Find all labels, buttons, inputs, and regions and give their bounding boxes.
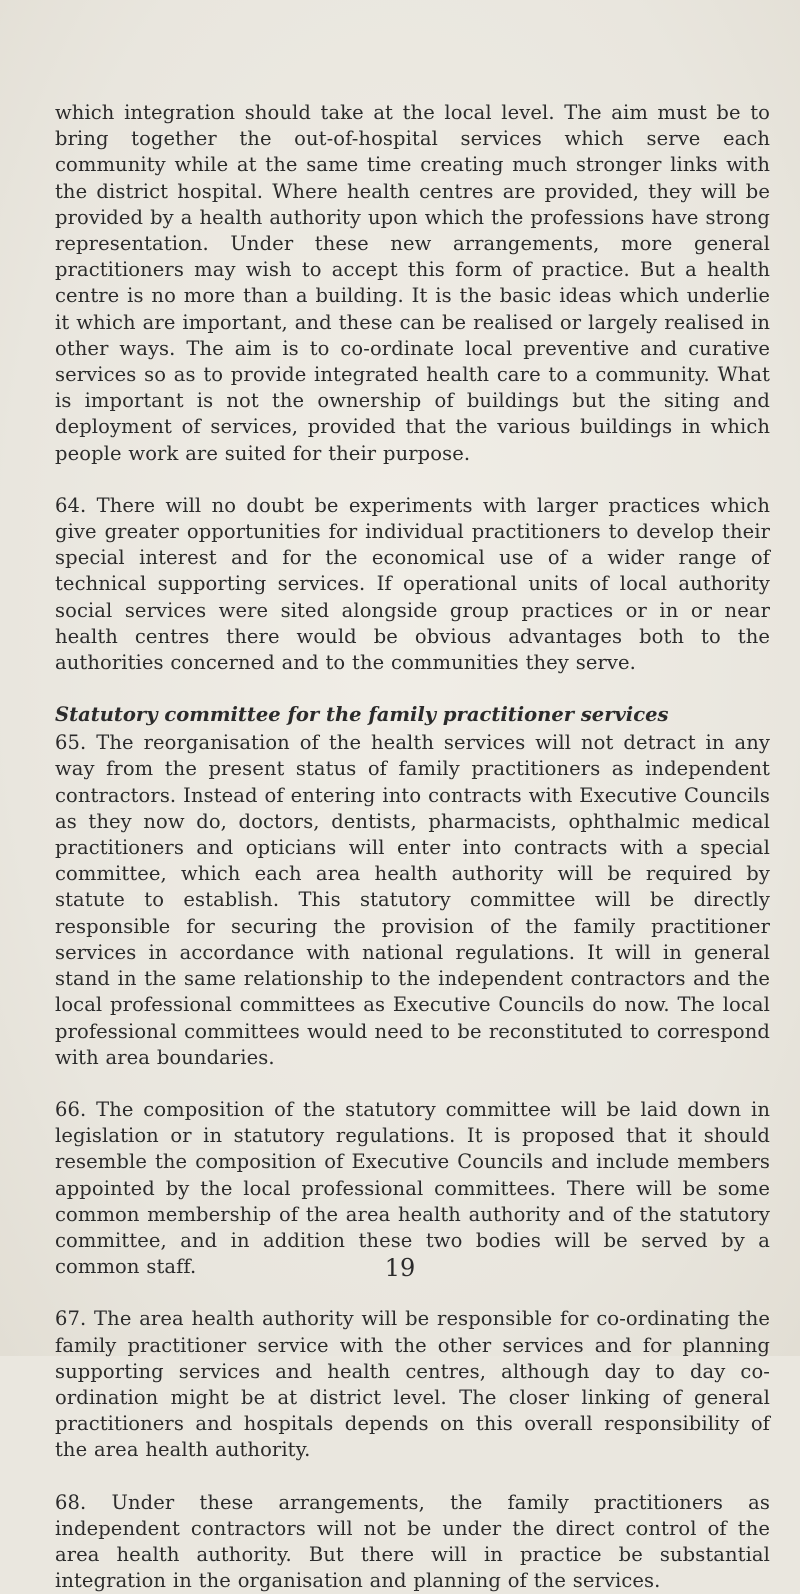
paragraph-64: 64. There will no doubt be experiments with larger practices which give greater opportunities for individual practitioners to develop their special interest and for the economical use of a wider range of technical supporting services. If operational units of local authority social services were sited alongside group practices or in or near health centres there would be obvious advantages both to the authorities concerned and to the communities they serve. [55, 493, 770, 675]
paragraph-continuation: which integration should take at the local level. The aim must be to bring together the out-of-hospital services which serve each community while at the same time creating much stronger links with the district hospital. Where health centres are provided, they will be provided by a health authority upon which the professions have strong representation. Under these new arrangements, more general practitioners may wish to accept this form of practice. But a health centre is no more than a building. It is the basic ideas which underlie it which are important, and these can be realised or largely realised in other ways. The aim is to co-ordinate local preventive and curative services so as to provide integrated health care to a community. What is important is not the ownership of buildings but the siting and deployment of services, provided that the various buildings in which people work are suited for their purpose. [55, 101, 770, 465]
paragraph-65: 65. The reorganisation of the health services will not detract in any way from the present status of family practitioners as independent contractors. Instead of entering into contracts with Executive Councils as they now do, doctors, dentists, pharmacists, ophthalmic medical practitioners and opticians will enter into contracts with a special committee, which each area health authority will be required by statute to establish. This statutory committee will be directly responsible for securing the provision of the family practitioner services in accordance with national regulations. It will in general stand in the same relationship to the independent contractors and the local professional committees as Executive Councils do now. The local professional committees would need to be reconstituted to correspond with area boundaries. [55, 731, 770, 1069]
paragraph-68: 68. Under these arrangements, the family practitioners as independent contractors will not be under the direct control of the area health authority. But there will in practice be substantial integration in the organisation and planning of the services. [55, 1490, 770, 1593]
paragraph-66: 66. The composition of the statutory committee will be laid down in legislation or in statutory regulations. It is proposed that it should resemble the composition of Executive Councils and include members appointed by the local professional committees. There will be some common membership of the area health authority and of the statutory committee, and in addition these two bodies will be served by a common staff. [55, 1097, 770, 1279]
page-number: 19 [384, 1254, 416, 1282]
section-heading: Statutory committee for the family practitioner services [55, 703, 669, 727]
paragraph-67: 67. The area health authority will be responsible for co-ordinating the family practitioner service with the other services and for planning supporting services and health centres, although day to day co-ordination might be at district level. The closer linking of general practitioners and hospitals depends on this overall responsibility of the area health authority. [55, 1307, 770, 1462]
